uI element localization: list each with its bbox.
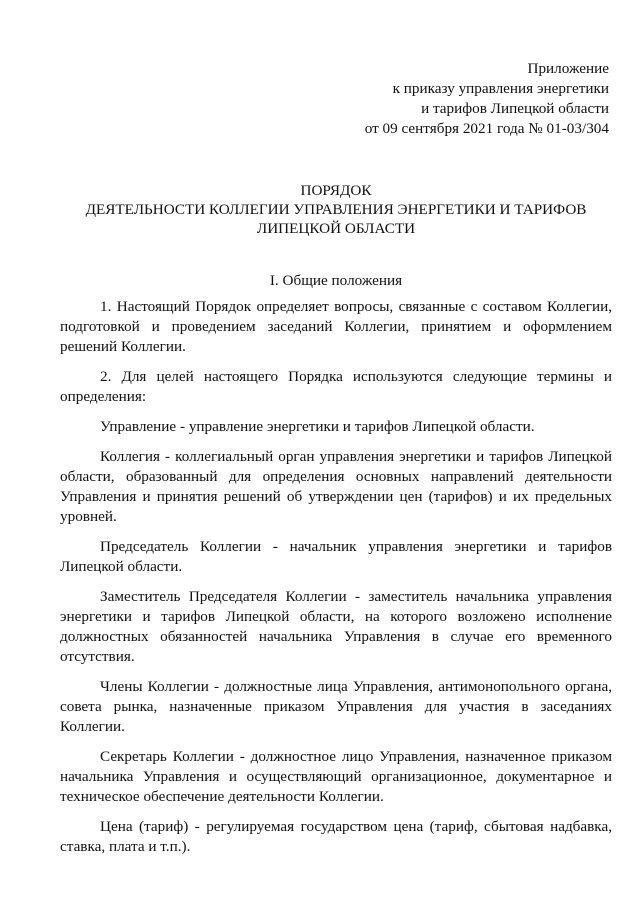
paragraph: Председатель Коллегии - начальник управления энергетики и тарифов Липецкой области.	[60, 538, 612, 575]
appendix-line: к приказу управления энергетики	[392, 80, 609, 97]
appendix-line: и тарифов Липецкой области	[421, 100, 609, 117]
paragraph: Коллегия - коллегиальный орган управления энергетики и тарифов Липецкой области, образованный для определения основных направлений деятельности Управления и принятия решений об утверждении цен (тарифов) и их предельных уровней.	[60, 448, 612, 525]
document-body	[60, 297, 612, 867]
document-title	[60, 181, 612, 238]
paragraph: Цена (тариф) - регулируемая государством цена (тариф, сбытовая надбавка, ставка, плата и т.п.).	[60, 818, 612, 855]
appendix-date-number: от 09 сентября 2021 года № 01-03/304	[364, 120, 609, 137]
paragraph: Члены Коллегии - должностные лица Управления, антимонопольного органа, совета рынка, назначенные приказом Управления для участия в заседаниях Коллегии.	[60, 678, 612, 735]
paragraph: Секретарь Коллегии - должностное лицо Управления, назначенное приказом начальника Управления и осуществляющий организационное, документарное и техническое обеспечение деятельности Коллегии.	[60, 748, 612, 805]
paragraph: 1. Настоящий Порядок определяет вопросы, связанные с составом Коллегии, подготовкой и проведением заседаний Коллегии, принятием и оформлением решений Коллегии.	[60, 298, 612, 355]
section-heading: I. Общие положения	[269, 272, 403, 289]
title-line: ДЕЯТЕЛЬНОСТИ КОЛЛЕГИИ УПРАВЛЕНИЯ ЭНЕРГЕТИКИ И ТАРИФОВ	[85, 201, 587, 218]
title-line: ЛИПЕЦКОЙ ОБЛАСТИ	[256, 220, 416, 237]
paragraph: Заместитель Председателя Коллегии - заместитель начальника управления энергетики и тарифов Липецкой области, на которого возложено исполнение должностных обязанностей начальника Управления в случае его временного отсутствия.	[60, 588, 612, 665]
title-line: ПОРЯДОК	[300, 182, 372, 199]
appendix-line: Приложение	[527, 60, 609, 77]
paragraph: Управление - управление энергетики и тарифов Липецкой области.	[100, 418, 535, 435]
appendix-block	[269, 59, 609, 139]
paragraph: 2. Для целей настоящего Порядка используются следующие термины и определения:	[60, 368, 612, 405]
